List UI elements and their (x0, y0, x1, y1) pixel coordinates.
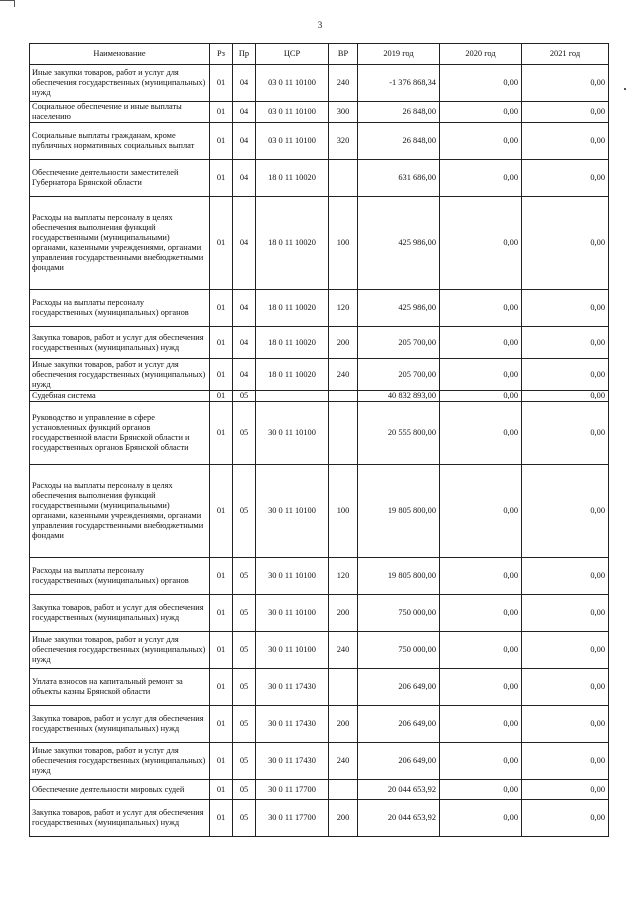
row-name: Расходы на выплаты персоналу в целях обеспечения выполнения функций государственными (муниципальными) органами, казенными учреждениями, органами управления государственными внебюджетными фондами (30, 465, 210, 558)
row-2020: 0,00 (440, 102, 522, 123)
row-csr: 30 0 11 10100 (256, 465, 329, 558)
table-row (30, 465, 609, 558)
row-2019: 750 000,00 (358, 632, 440, 669)
row-pr: 05 (233, 402, 256, 465)
row-2019: 750 000,00 (358, 595, 440, 632)
row-pr: 05 (233, 595, 256, 632)
header-2021: 2021 год (522, 44, 609, 65)
row-csr: 30 0 11 17700 (256, 780, 329, 800)
table-row (30, 632, 609, 669)
row-vr (329, 391, 358, 402)
row-2021: 0,00 (522, 391, 609, 402)
row-2021: 0,00 (522, 102, 609, 123)
row-pr: 05 (233, 780, 256, 800)
row-pr: 05 (233, 706, 256, 743)
row-2021: 0,00 (522, 669, 609, 706)
row-2019: 205 700,00 (358, 359, 440, 391)
row-rz: 01 (210, 65, 233, 102)
row-2019: 40 832 893,00 (358, 391, 440, 402)
row-2021: 0,00 (522, 780, 609, 800)
row-2021: 0,00 (522, 595, 609, 632)
row-csr: 30 0 11 17430 (256, 669, 329, 706)
row-2020: 0,00 (440, 465, 522, 558)
row-csr: 03 0 11 10100 (256, 123, 329, 160)
row-2020: 0,00 (440, 669, 522, 706)
header-csr: ЦСР (256, 44, 329, 65)
row-2020: 0,00 (440, 65, 522, 102)
row-2021: 0,00 (522, 123, 609, 160)
row-csr: 18 0 11 10020 (256, 290, 329, 327)
header-2019: 2019 год (358, 44, 440, 65)
table-body (30, 65, 609, 837)
row-2020: 0,00 (440, 327, 522, 359)
row-vr: 240 (329, 359, 358, 391)
table-row (30, 65, 609, 102)
row-vr (329, 669, 358, 706)
row-2021: 0,00 (522, 402, 609, 465)
row-2019: 631 686,00 (358, 160, 440, 197)
row-pr: 04 (233, 160, 256, 197)
row-2020: 0,00 (440, 743, 522, 780)
table-row (30, 160, 609, 197)
row-rz: 01 (210, 391, 233, 402)
row-2021: 0,00 (522, 160, 609, 197)
row-vr (329, 160, 358, 197)
row-rz: 01 (210, 743, 233, 780)
table-row (30, 102, 609, 123)
row-2019: 205 700,00 (358, 327, 440, 359)
row-2021: 0,00 (522, 706, 609, 743)
row-rz: 01 (210, 290, 233, 327)
row-2019: 20 044 653,92 (358, 800, 440, 837)
page-number: 3 (317, 20, 323, 30)
row-name: Иные закупки товаров, работ и услуг для обеспечения государственных (муниципальных) нужд (30, 65, 210, 102)
row-name: Уплата взносов на капитальный ремонт за объекты казны Брянской области (30, 669, 210, 706)
row-vr: 240 (329, 632, 358, 669)
row-2020: 0,00 (440, 197, 522, 290)
row-2020: 0,00 (440, 391, 522, 402)
table-row (30, 743, 609, 780)
row-vr: 200 (329, 706, 358, 743)
row-vr: 200 (329, 595, 358, 632)
row-name: Судебная система (30, 391, 210, 402)
row-rz: 01 (210, 800, 233, 837)
header-name: Наименование (30, 44, 210, 65)
header-rz: Рз (210, 44, 233, 65)
row-2020: 0,00 (440, 290, 522, 327)
row-2019: 19 805 800,00 (358, 558, 440, 595)
row-pr: 05 (233, 632, 256, 669)
row-pr: 05 (233, 391, 256, 402)
row-name: Социальное обеспечение и иные выплаты населению (30, 102, 210, 123)
row-pr: 05 (233, 743, 256, 780)
row-name: Обеспечение деятельности заместителей Губернатора Брянской области (30, 160, 210, 197)
row-2021: 0,00 (522, 290, 609, 327)
row-2019: 425 986,00 (358, 197, 440, 290)
row-rz: 01 (210, 359, 233, 391)
row-vr: 300 (329, 102, 358, 123)
row-rz: 01 (210, 558, 233, 595)
row-2021: 0,00 (522, 65, 609, 102)
row-rz: 01 (210, 160, 233, 197)
row-name: Расходы на выплаты персоналу в целях обеспечения выполнения функций государственными (муниципальными) органами, казенными учреждениями, органами управления государственными внебюджетными фондами (30, 197, 210, 290)
row-2021: 0,00 (522, 632, 609, 669)
row-rz: 01 (210, 102, 233, 123)
row-csr (256, 391, 329, 402)
row-name: Руководство и управление в сфере установленных функций органов государственной власти Брянской области и государственных органов Брянской области (30, 402, 210, 465)
row-vr: 240 (329, 743, 358, 780)
row-name: Закупка товаров, работ и услуг для обеспечения государственных (муниципальных) нужд (30, 327, 210, 359)
row-pr: 04 (233, 359, 256, 391)
row-csr: 30 0 11 17700 (256, 800, 329, 837)
row-vr: 200 (329, 800, 358, 837)
row-name: Социальные выплаты гражданам, кроме публичных нормативных социальных выплат (30, 123, 210, 160)
table-header-row (30, 44, 609, 65)
row-pr: 04 (233, 65, 256, 102)
row-2020: 0,00 (440, 706, 522, 743)
row-name: Расходы на выплаты персоналу государственных (муниципальных) органов (30, 558, 210, 595)
row-csr: 03 0 11 10100 (256, 102, 329, 123)
table-row (30, 359, 609, 391)
row-csr: 18 0 11 10020 (256, 359, 329, 391)
budget-table (29, 43, 609, 837)
row-csr: 30 0 11 10100 (256, 402, 329, 465)
row-name: Закупка товаров, работ и услуг для обеспечения государственных (муниципальных) нужд (30, 706, 210, 743)
row-csr: 30 0 11 10100 (256, 558, 329, 595)
row-rz: 01 (210, 465, 233, 558)
table-row (30, 706, 609, 743)
row-vr: 320 (329, 123, 358, 160)
row-pr: 04 (233, 197, 256, 290)
row-rz: 01 (210, 123, 233, 160)
row-vr: 100 (329, 465, 358, 558)
table-row (30, 595, 609, 632)
table-row (30, 800, 609, 837)
row-2021: 0,00 (522, 197, 609, 290)
row-2019: 20 044 653,92 (358, 780, 440, 800)
row-2020: 0,00 (440, 359, 522, 391)
header-2020: 2020 год (440, 44, 522, 65)
row-rz: 01 (210, 327, 233, 359)
row-pr: 04 (233, 123, 256, 160)
row-vr (329, 780, 358, 800)
row-rz: 01 (210, 669, 233, 706)
row-name: Иные закупки товаров, работ и услуг для обеспечения государственных (муниципальных) нужд (30, 743, 210, 780)
table-row (30, 402, 609, 465)
row-rz: 01 (210, 706, 233, 743)
row-2021: 0,00 (522, 558, 609, 595)
row-csr: 30 0 11 10100 (256, 595, 329, 632)
table-row (30, 123, 609, 160)
row-2019: 425 986,00 (358, 290, 440, 327)
row-vr: 100 (329, 197, 358, 290)
table-row (30, 391, 609, 402)
row-pr: 04 (233, 290, 256, 327)
row-2020: 0,00 (440, 160, 522, 197)
row-pr: 05 (233, 558, 256, 595)
row-rz: 01 (210, 780, 233, 800)
scan-corner-mark (0, 0, 15, 7)
row-csr: 30 0 11 17430 (256, 743, 329, 780)
row-2019: 206 649,00 (358, 669, 440, 706)
row-2020: 0,00 (440, 780, 522, 800)
row-2020: 0,00 (440, 800, 522, 837)
row-vr: 200 (329, 327, 358, 359)
row-pr: 04 (233, 102, 256, 123)
row-name: Иные закупки товаров, работ и услуг для обеспечения государственных (муниципальных) нужд (30, 632, 210, 669)
row-name: Закупка товаров, работ и услуг для обеспечения государственных (муниципальных) нужд (30, 800, 210, 837)
row-2021: 0,00 (522, 327, 609, 359)
row-vr (329, 402, 358, 465)
row-pr: 05 (233, 669, 256, 706)
row-2019: -1 376 868,34 (358, 65, 440, 102)
row-pr: 05 (233, 465, 256, 558)
table-row (30, 290, 609, 327)
row-pr: 04 (233, 327, 256, 359)
row-2020: 0,00 (440, 402, 522, 465)
scan-speck (624, 88, 626, 90)
table-row (30, 197, 609, 290)
row-2020: 0,00 (440, 632, 522, 669)
table-row (30, 669, 609, 706)
row-2021: 0,00 (522, 800, 609, 837)
row-2019: 206 649,00 (358, 743, 440, 780)
row-csr: 18 0 11 10020 (256, 160, 329, 197)
row-name: Иные закупки товаров, работ и услуг для обеспечения государственных (муниципальных) нужд (30, 359, 210, 391)
row-csr: 18 0 11 10020 (256, 327, 329, 359)
header-pr: Пр (233, 44, 256, 65)
row-rz: 01 (210, 197, 233, 290)
table-row (30, 780, 609, 800)
row-2020: 0,00 (440, 595, 522, 632)
row-name: Закупка товаров, работ и услуг для обеспечения государственных (муниципальных) нужд (30, 595, 210, 632)
row-rz: 01 (210, 402, 233, 465)
table-row (30, 558, 609, 595)
row-csr: 03 0 11 10100 (256, 65, 329, 102)
row-csr: 18 0 11 10020 (256, 197, 329, 290)
row-2020: 0,00 (440, 123, 522, 160)
row-vr: 120 (329, 290, 358, 327)
row-2021: 0,00 (522, 743, 609, 780)
row-2019: 206 649,00 (358, 706, 440, 743)
row-2019: 26 848,00 (358, 102, 440, 123)
row-2021: 0,00 (522, 465, 609, 558)
header-vr: ВР (329, 44, 358, 65)
row-csr: 30 0 11 10100 (256, 632, 329, 669)
row-2019: 20 555 800,00 (358, 402, 440, 465)
row-csr: 30 0 11 17430 (256, 706, 329, 743)
row-2021: 0,00 (522, 359, 609, 391)
row-vr: 120 (329, 558, 358, 595)
row-pr: 05 (233, 800, 256, 837)
row-2019: 19 805 800,00 (358, 465, 440, 558)
table-row (30, 327, 609, 359)
row-rz: 01 (210, 595, 233, 632)
row-name: Расходы на выплаты персоналу государственных (муниципальных) органов (30, 290, 210, 327)
row-2020: 0,00 (440, 558, 522, 595)
row-2019: 26 848,00 (358, 123, 440, 160)
row-rz: 01 (210, 632, 233, 669)
row-vr: 240 (329, 65, 358, 102)
row-name: Обеспечение деятельности мировых судей (30, 780, 210, 800)
